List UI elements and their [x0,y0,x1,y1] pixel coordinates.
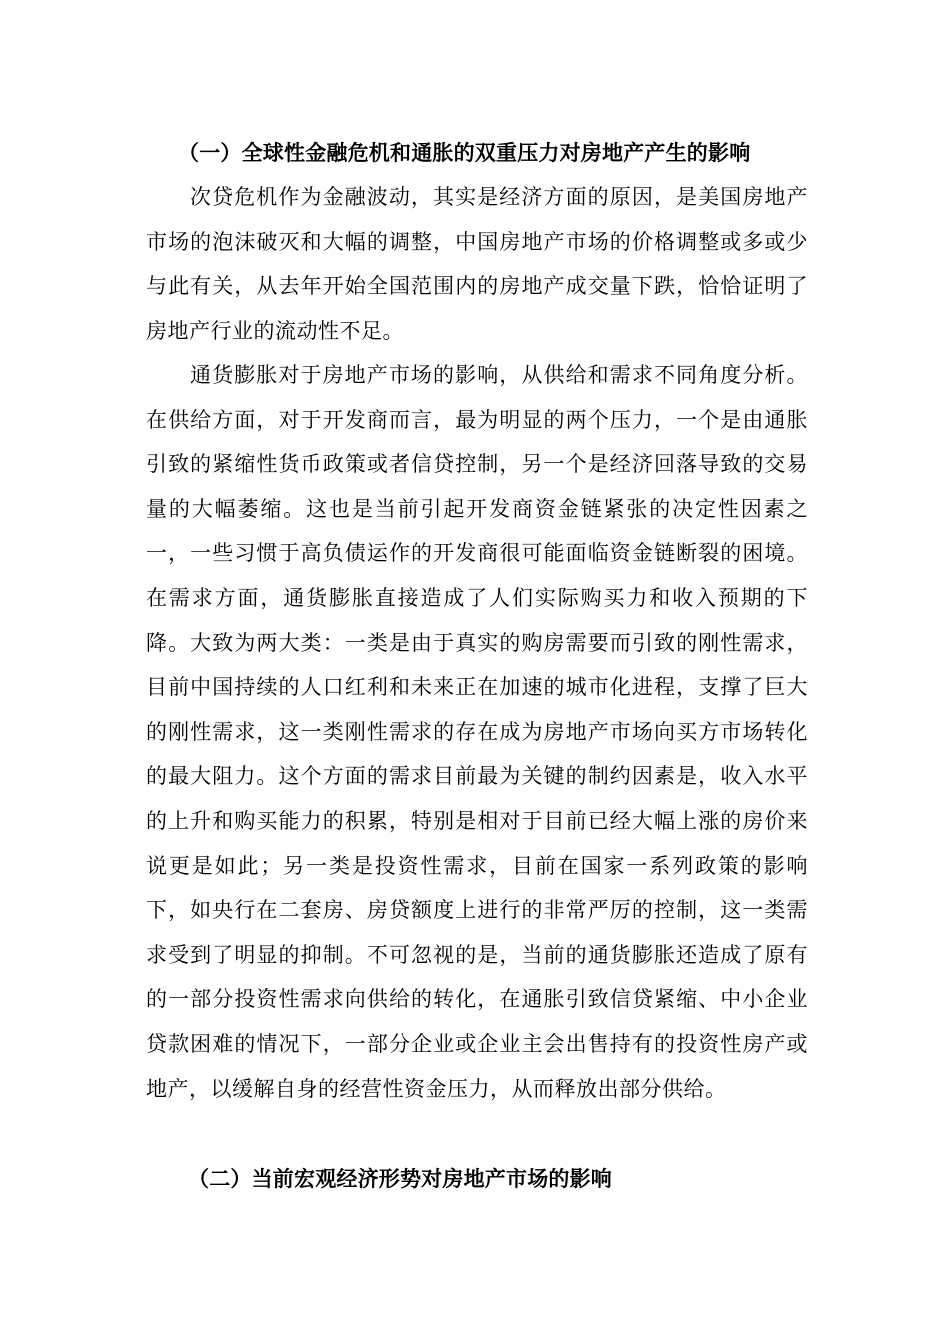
section-heading-1: （一）全球性金融危机和通胀的双重压力对房地产产生的影响 [178,140,751,165]
paragraph-subprime-crisis: 次贷危机作为金融波动，其实是经济方面的原因，是美国房地产市场的泡沫破灭和大幅的调整，中国房地产市场的价格调整或多或少与此有关，从去年开始全国范围内的房地产成交量下跌，恰恰证明了房地产行业的流动性不足。 [146,185,808,343]
paragraph-inflation-impact: 通货膨胀对于房地产市场的影响，从供给和需求不同角度分析。在供给方面，对于开发商而言，最为明显的两个压力，一个是由通胀引致的紧缩性货币政策或者信贷控制，另一个是经济回落导致的交易量的大幅萎缩。这也是当前引起开发商资金链紧张的决定性因素之一，一些习惯于高负债运作的开发商很可能面临资金链断裂的困境。在需求方面，通货膨胀直接造成了人们实际购买力和收入预期的下降。大致为两大类：一类是由于真实的购房需要而引致的刚性需求，目前中国持续的人口红利和未来正在加速的城市化进程，支撑了巨大的刚性需求，这一类刚性需求的存在成为房地产市场向买方市场转化的最大阻力。这个方面的需求目前最为关键的制约因素是，收入水平的上升和购买能力的积累，特别是相对于目前已经大幅上涨的房价来说更是如此；另一类是投资性需求，目前在国家一系列政策的影响下，如央行在二套房、房贷额度上进行的非常严厉的控制，这一类需求受到了明显的抑制。不可忽视的是，当前的通货膨胀还造成了原有的一部分投资性需求向供给的转化，在通胀引致信贷紧缩、中小企业贷款困难的情况下，一部分企业或企业主会出售持有的投资性房产或地产，以缓解自身的经营性资金压力，从而释放出部分供给。 [146,363,808,1101]
section-heading-2: （二）当前宏观经济形势对房地产市场的影响 [188,1166,612,1191]
